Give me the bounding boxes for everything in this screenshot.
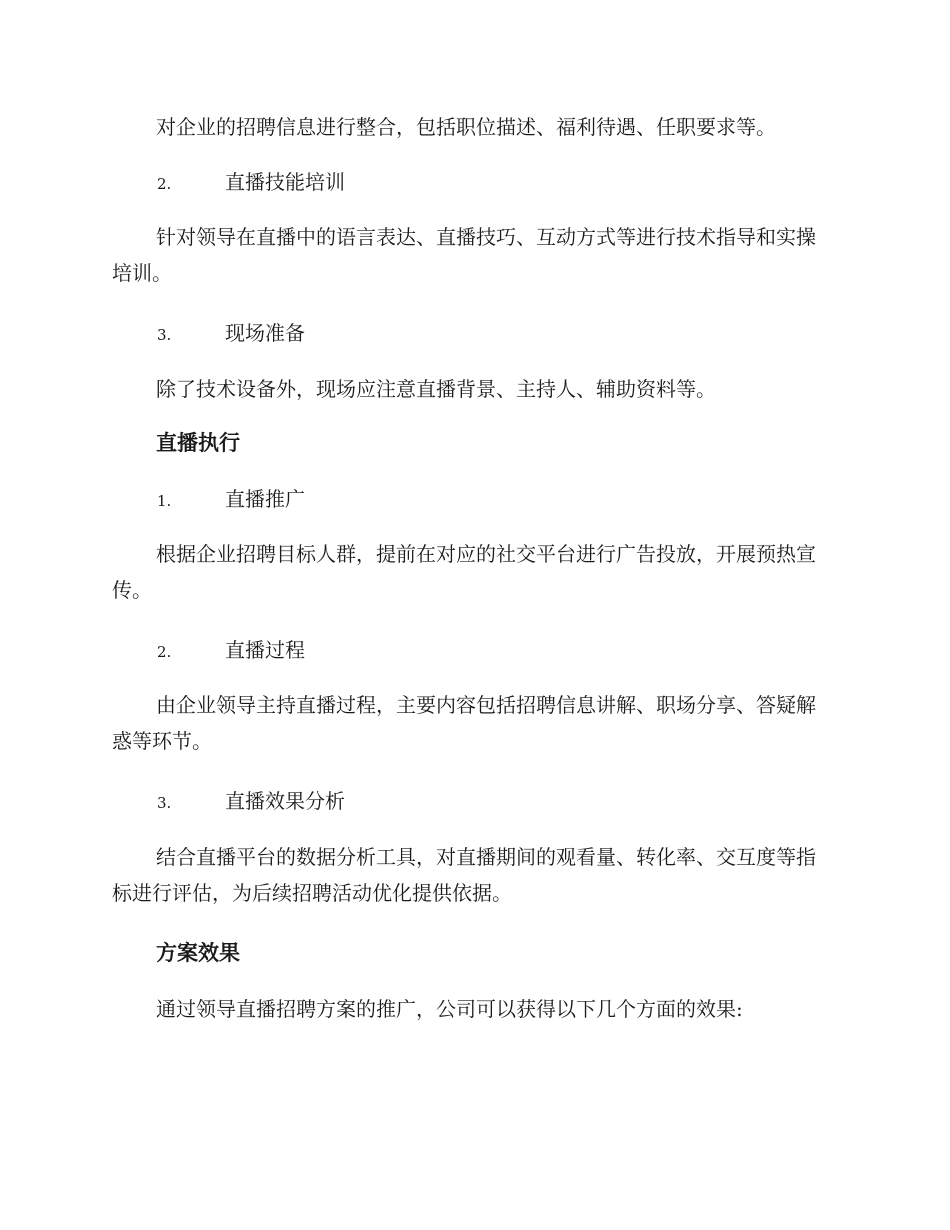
section-heading-live-execution: 直播执行 [156,431,240,455]
section-heading-plan-effect: 方案效果 [156,941,240,965]
list-item-onsite-preparation [157,315,305,353]
list-item-label: 直播推广 [225,487,305,511]
paragraph-onsite-preparation: 除了技术设备外，现场应注意直播背景、主持人、辅助资料等。 [156,377,716,401]
list-item-live-promotion [157,481,305,519]
list-number: 2. [157,643,172,661]
paragraph-plan-effect: 通过领导直播招聘方案的推广，公司可以获得以下几个方面的效果: [156,997,743,1021]
list-item-live-process [157,632,305,670]
paragraph-live-process: 由企业领导主持直播过程，主要内容包括招聘信息讲解、职场分享、答疑解惑等环节。 [112,693,816,753]
list-item-live-skill-training [157,164,345,202]
paragraph-effect-analysis: 结合直播平台的数据分析工具，对直播期间的观看量、转化率、交互度等指标进行评估，为后续招聘活动优化提供依据。 [112,845,816,905]
paragraph-recruitment-info: 对企业的招聘信息进行整合，包括职位描述、福利待遇、任职要求等。 [156,115,776,139]
list-number: 3. [157,326,172,344]
paragraph-live-promotion: 根据企业招聘目标人群，提前在对应的社交平台进行广告投放，开展预热宣传。 [112,542,816,602]
list-number: 1. [157,492,172,510]
list-number: 3. [157,794,172,812]
list-item-label: 直播效果分析 [225,789,345,813]
list-number: 2. [157,175,172,193]
list-item-label: 现场准备 [225,321,305,345]
list-item-effect-analysis [157,783,345,821]
paragraph-skill-training: 针对领导在直播中的语言表达、直播技巧、互动方式等进行技术指导和实操培训。 [112,225,816,285]
list-item-label: 直播过程 [225,638,305,662]
list-item-label: 直播技能培训 [225,170,345,194]
